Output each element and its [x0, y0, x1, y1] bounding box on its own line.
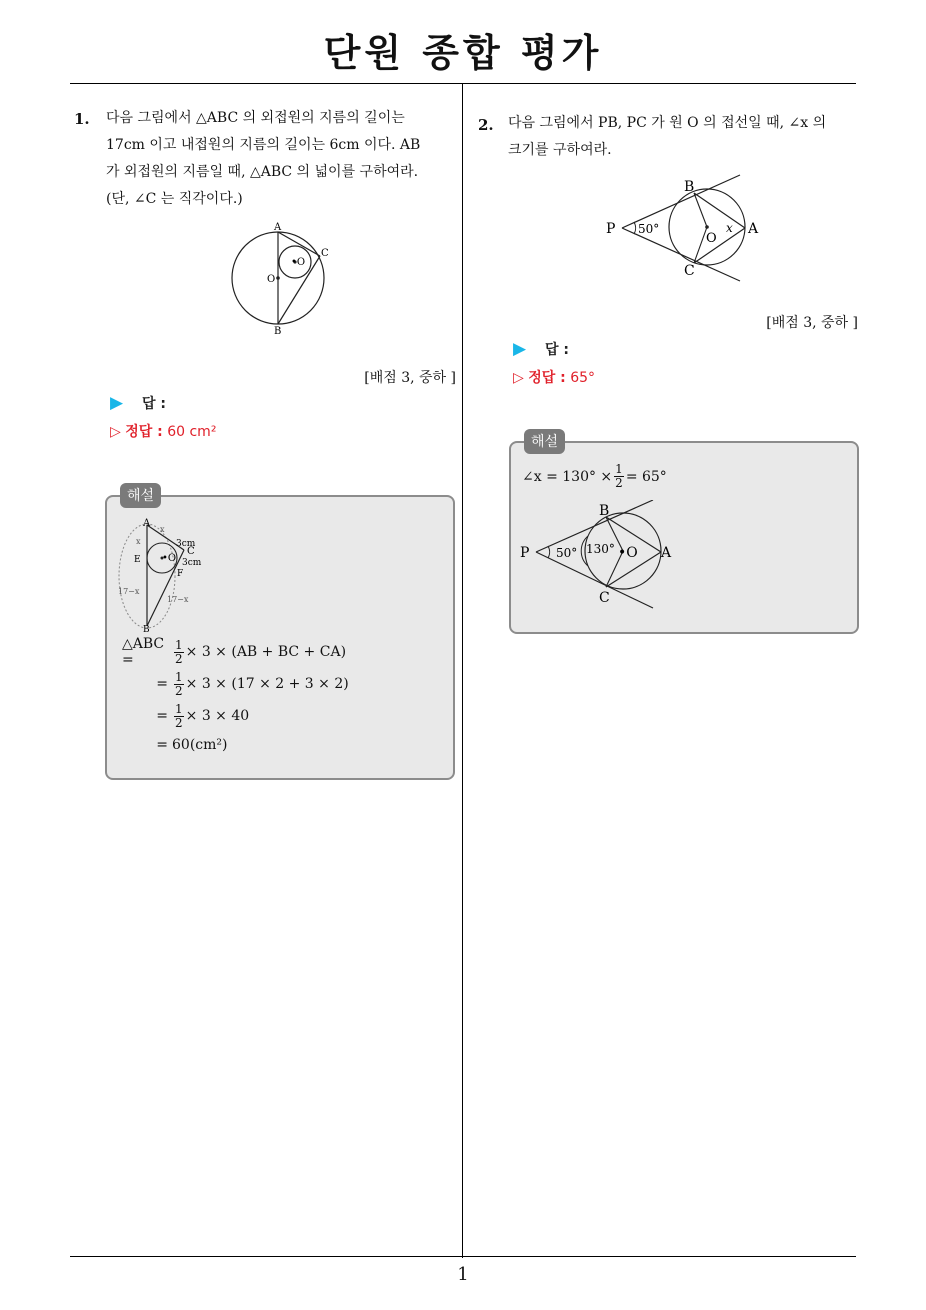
q1-exp-label-o: •O	[162, 553, 177, 564]
q1-step-rhs: 60(cm²)	[172, 737, 228, 753]
play-icon: ▶	[513, 339, 527, 359]
q1-number: 1.	[74, 110, 90, 128]
q2-exp-label-c: C	[599, 590, 610, 606]
q1-step-frac	[174, 639, 184, 666]
q1-step-lhs: △ABC =	[122, 636, 165, 668]
q2-solution-value: 65°	[570, 370, 596, 386]
q1-explanation-tag: 해설	[120, 483, 161, 508]
q2-line: 다음 그림에서 PB, PC 가 원 O 의 접선일 때, ∠x 의	[508, 115, 827, 131]
q2-exp-label-50: 50°	[556, 546, 578, 560]
q2-fig-label-a: A	[748, 221, 759, 237]
page-title: 단원 종합 평가	[323, 31, 603, 75]
page-number: 1	[457, 1264, 469, 1285]
frac-numerator: 1	[175, 637, 183, 652]
q2-explanation-tag: 해설	[524, 429, 565, 454]
q2-formula-lhs: ∠x = 130° ×	[522, 468, 613, 485]
frac-denominator: 2	[175, 651, 183, 666]
q2-answer-label: 답 :	[544, 342, 569, 358]
outline-triangle-icon: ▷	[110, 424, 121, 440]
q1-step-rhs: × 3 × (17 × 2 + 3 × 2)	[185, 676, 349, 692]
q2-solution-row	[513, 367, 595, 387]
top-divider	[70, 83, 856, 84]
q2-explanation-figure	[518, 500, 678, 610]
frac-numerator: 1	[615, 462, 623, 476]
q2-exp-label-o: •O	[618, 545, 638, 561]
q2-exp-label-130: 130°	[586, 542, 615, 556]
q2-fig-label-angle: 50°	[638, 222, 660, 236]
q2-text	[508, 110, 860, 164]
frac-denominator: 2	[615, 476, 623, 490]
q2-exp-label-b: B	[599, 503, 610, 519]
q1-answer-row	[110, 393, 166, 413]
q1-step-rhs: × 3 × (AB + BC + CA)	[185, 644, 347, 660]
q1-line: 17cm 이고 내접원의 지름의 길이는 6cm 이다. AB	[106, 137, 421, 153]
q1-solution-value: 60 cm²	[167, 424, 217, 440]
q1-step	[122, 636, 442, 668]
q2-line: 크기를 구하여라.	[508, 142, 612, 158]
q1-exp-label-3cm-a: 3cm	[176, 539, 196, 549]
q1-figure	[225, 220, 340, 340]
q1-exp-label-f: F	[177, 569, 184, 579]
frac-denominator: 2	[175, 715, 183, 730]
q1-exp-label-b: B	[143, 625, 150, 633]
q1-fig-label-b: B	[274, 326, 282, 337]
q1-explanation-figure	[112, 518, 222, 633]
outline-triangle-icon: ▷	[513, 370, 524, 386]
q2-solution-label: 정답 :	[528, 370, 566, 386]
q1-score: [배점 3, 중하 ]	[364, 370, 456, 386]
q1-exp-label-17x-b: 17−x	[167, 595, 189, 604]
q2-fig-label-c: C	[684, 263, 695, 279]
q2-answer-row	[513, 339, 569, 359]
q1-exp-label-a: A	[143, 518, 151, 529]
q1-step-lhs: =	[156, 737, 168, 753]
q2-figure	[602, 172, 772, 282]
frac-numerator: 1	[175, 701, 183, 716]
q1-exp-label-3cm-b: 3cm	[182, 558, 202, 568]
q1-solution-label: 정답 :	[125, 424, 163, 440]
q2-formula-rhs: = 65°	[625, 468, 667, 485]
q2-formula	[522, 463, 667, 490]
q2-fig-label-x: x	[726, 221, 733, 235]
q2-fig-label-p: P	[606, 221, 616, 237]
q1-fig-label-o: O	[267, 274, 276, 285]
q2-number: 2.	[478, 116, 494, 134]
q1-answer-label: 답 :	[141, 396, 166, 412]
q2-score: [배점 3, 중하 ]	[766, 315, 858, 331]
q1-explanation-steps	[122, 636, 442, 758]
q2-fig-label-o: O	[706, 231, 717, 246]
q1-line: (단, ∠C 는 직각이다.)	[106, 191, 243, 207]
q1-step-frac	[174, 671, 184, 698]
q1-fig-label-o-inner: •O	[291, 257, 306, 268]
q1-line: 가 외접원의 지름일 때, △ABC 의 넓이를 구하여라.	[106, 164, 419, 180]
q1-step	[122, 668, 442, 700]
q1-step	[122, 732, 442, 758]
q1-step-frac	[174, 703, 184, 730]
q1-line: 다음 그림에서 △ABC 의 외접원의 지름의 길이는	[106, 110, 405, 126]
column-divider	[462, 83, 463, 1258]
q1-fig-label-c: C	[321, 248, 329, 259]
play-icon: ▶	[110, 393, 124, 413]
q1-exp-label-c: C	[187, 546, 195, 557]
q2-formula-frac	[614, 463, 624, 490]
frac-denominator: 2	[175, 683, 183, 698]
q1-step-lhs: =	[156, 708, 168, 724]
q2-exp-label-a: A	[661, 545, 672, 561]
q1-solution-row	[110, 421, 216, 441]
q1-step	[122, 700, 442, 732]
q1-exp-label-e: E	[134, 555, 141, 565]
q1-exp-label-x-b: x	[136, 537, 141, 546]
frac-numerator: 1	[175, 669, 183, 684]
q1-exp-label-x-a: x	[160, 525, 165, 534]
q2-exp-label-p: P	[520, 545, 530, 561]
q1-step-rhs: × 3 × 40	[185, 708, 250, 724]
q2-fig-label-b: B	[684, 179, 695, 195]
bottom-divider	[70, 1256, 856, 1257]
q1-exp-label-17x-a: 17−x	[118, 587, 140, 596]
q1-fig-label-a: A	[274, 222, 282, 233]
q1-step-lhs: =	[156, 676, 168, 692]
q1-text	[106, 105, 456, 213]
